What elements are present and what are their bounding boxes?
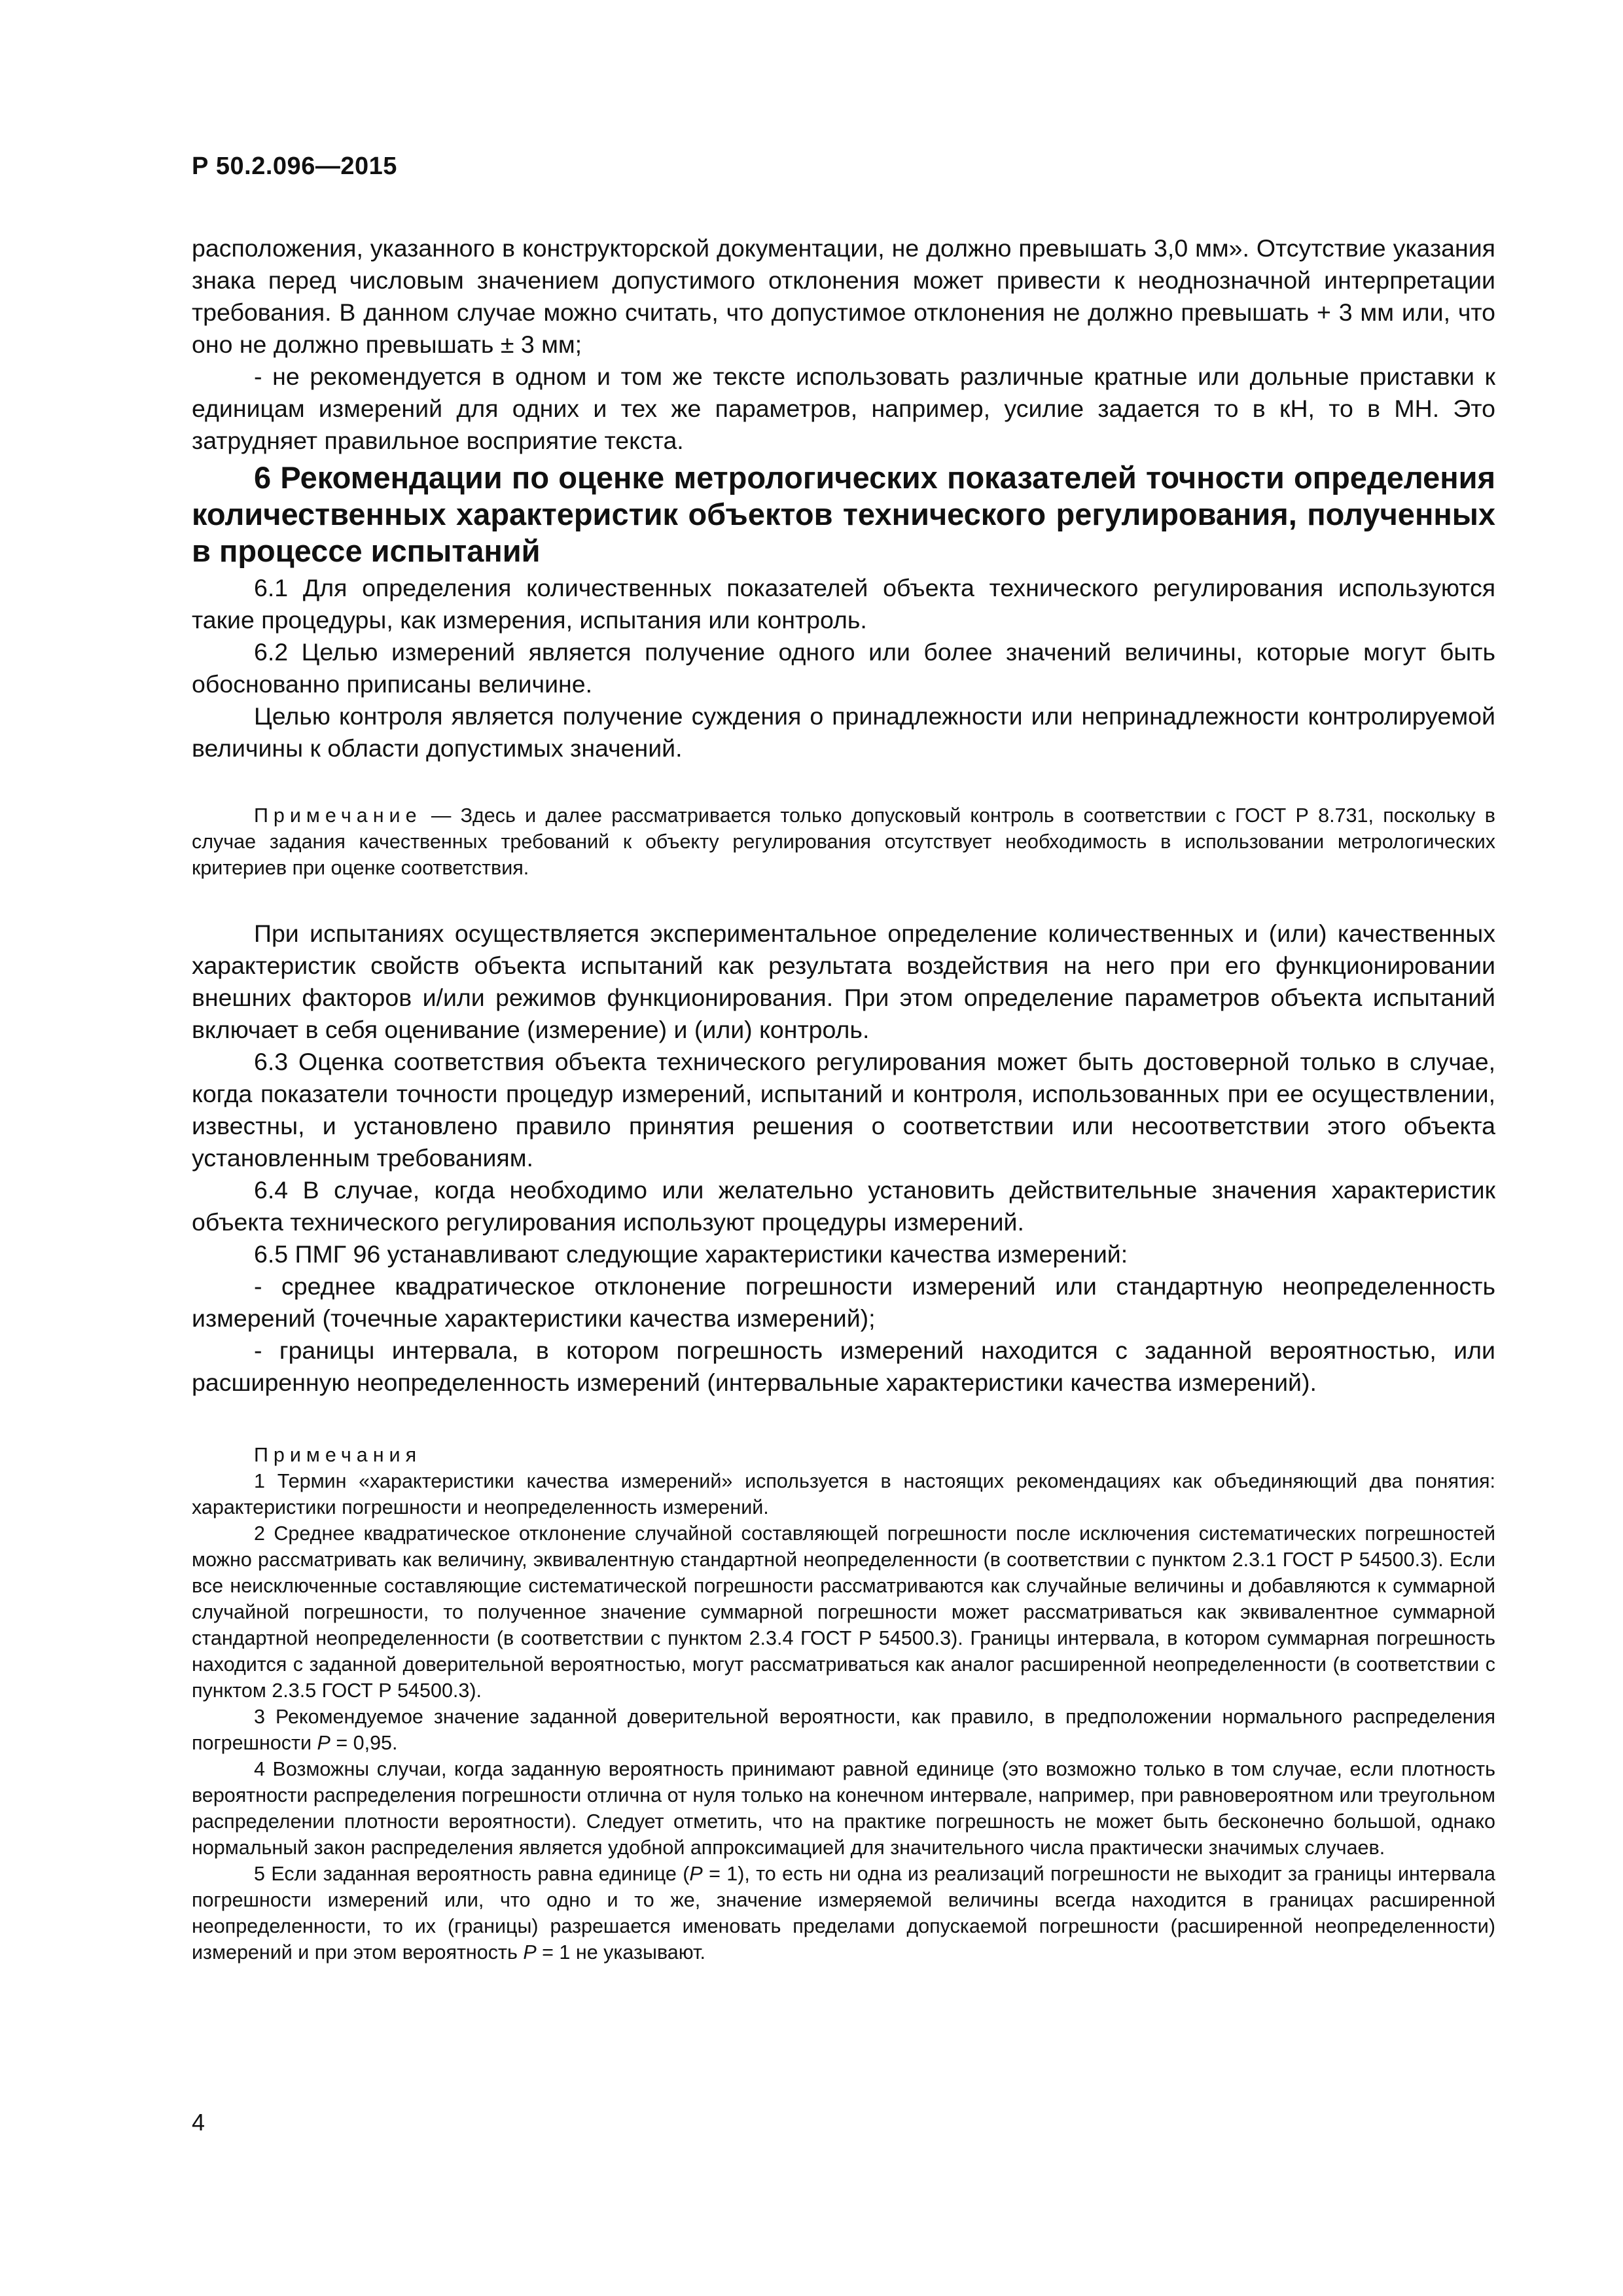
page-number: 4 [192, 2109, 205, 2136]
note-item: 2 Среднее квадратическое отклонение случайной составляющей погрешности после исключения систематических погрешностей можно рассматривать как величину, эквивалентную стандартной неопределенности (в соответствии с пунктом 2.3.1 ГОСТ Р 54500.3). Если все неисключенные составляющие систематической погрешности рассматриваются как случайные величины и добавляются к суммарной случайной погрешности, то полученное значение суммарной погрешности может рассматриваться как эквивалентное суммарной стандартной неопределенности (в соответствии с пунктом 2.3.4 ГОСТ Р 54500.3). Границы интервала, в котором суммарная погрешность находится с заданной доверительной вероятностью, могут рассматриваться как аналог расширенной неопределенности (в соответствии с пунктом 2.3.5 ГОСТ Р 54500.3). [192, 1522, 1495, 1702]
clause-6-4: 6.4 В случае, когда необходимо или желательно установить действительные значения характеристик объекта технического регулирования используют процедуры измерений. [192, 1176, 1495, 1236]
document-page [192, 0, 1495, 2296]
document-designation: Р 50.2.096—2015 [192, 152, 397, 180]
section-heading: 6 Рекомендации по оценке метрологических показателей точности определения количественных характеристик объектов технического регулирования, полученных в процессе испытаний [192, 460, 1495, 568]
note-item: 3 Рекомендуемое значение заданной доверительной вероятности, как правило, в предположении нормального распределения погрешности P = 0,95. [192, 1706, 1495, 1754]
clause-6-3: 6.3 Оценка соответствия объекта технического регулирования может быть достоверной только в случае, когда показатели точности процедур измерений, испытаний и контроля, использованных при ее осуществлении, известны, и установлено правило принятия решения о соответствии или несоответствии этого объекта установленным требованиям. [192, 1048, 1495, 1172]
paragraph: При испытаниях осуществляется экспериментальное определение количественных и (или) качественных характеристик свойств объекта испытаний как результата воздействия на него при его функционировании внешних факторов и/или режимов функционирования. При этом определение параметров объекта испытаний включает в себя оценивание (измерение) и (или) контроль. [192, 920, 1495, 1043]
paragraph: расположения, указанного в конструкторской документации, не должно превышать 3,0 мм». Отсутствие указания знака перед числовым значением допустимого отклонения может привести к неоднозначной интерпретации требования. В данном случае можно считать, что допустимое отклонения не должно превышать + 3 мм или, что оно не должно превышать ± 3 мм; [192, 234, 1495, 358]
notes-label: Примечания [254, 1444, 422, 1466]
note [192, 802, 1495, 881]
clause-6-1: 6.1 Для определения количественных показателей объекта технического регулирования используются такие процедуры, как измерения, испытания или контроль. [192, 574, 1495, 634]
clause-6-2: 6.2 Целью измерений является получение одного или более значений величины, которые могут быть обоснованно приписаны величине. [192, 638, 1495, 698]
note-item: 4 Возможны случаи, когда заданную вероятность принимают равной единице (это возможно только в том случае, если плотность вероятности распределения погрешности отлична от нуля только на конечном интервале, например, при равновероятном или треугольном распределении плотности вероятности). Следует отметить, что на практике погрешность не может быть бесконечно большой, однако нормальный закон распределения является удобной аппроксимацией для значительного числа практически значимых случаев. [192, 1758, 1495, 1859]
document-body [192, 232, 1495, 1965]
list-item: - не рекомендуется в одном и том же тексте использовать различные кратные или дольные приставки к единицам измерений для одних и тех же параметров, например, усилие задается то в кН, то в МН. Это затрудняет правильное восприятие текста. [192, 363, 1495, 454]
note-text: — Здесь и далее рассматривается только допусковый контроль в соответствии с ГОСТ Р 8.731, поскольку в случае задания качественных требований к объекту регулирования отсутствует необходимость в использовании метрологических критериев при оценке соответствия. [192, 804, 1495, 879]
list-item: - среднее квадратическое отклонение погрешности измерений или стандартную неопределенность измерений (точечные характеристики качества измерений); [192, 1272, 1495, 1332]
paragraph: Целью контроля является получение суждения о принадлежности или непринадлежности контролируемой величины к области допустимых значений. [192, 702, 1495, 762]
notes-block [192, 1442, 1495, 1965]
list-item: - границы интервала, в котором погрешность измерений находится с заданной вероятностью, или расширенную неопределенность измерений (интервальные характеристики качества измерений). [192, 1336, 1495, 1396]
note-label: Примечание [254, 804, 422, 827]
clause-6-5: 6.5 ПМГ 96 устанавливают следующие характеристики качества измерений: [254, 1240, 1128, 1268]
note-item: 5 Если заданная вероятность равна единице (P = 1), то есть ни одна из реализаций погрешности не выходит за границы интервала погрешности измерений или, что одно и то же, значение измеряемой величины всегда находится в границах расширенной неопределенности, то их (границы) разрешается именовать пределами допускаемой погрешности (расширенной неопределенности) измерений и при этом вероятность P = 1 не указывают. [192, 1863, 1495, 1964]
note-item: 1 Термин «характеристики качества измерений» используется в настоящих рекомендациях как объединяющий два понятия: характеристики погрешности и неопределенность измерений. [192, 1470, 1495, 1518]
